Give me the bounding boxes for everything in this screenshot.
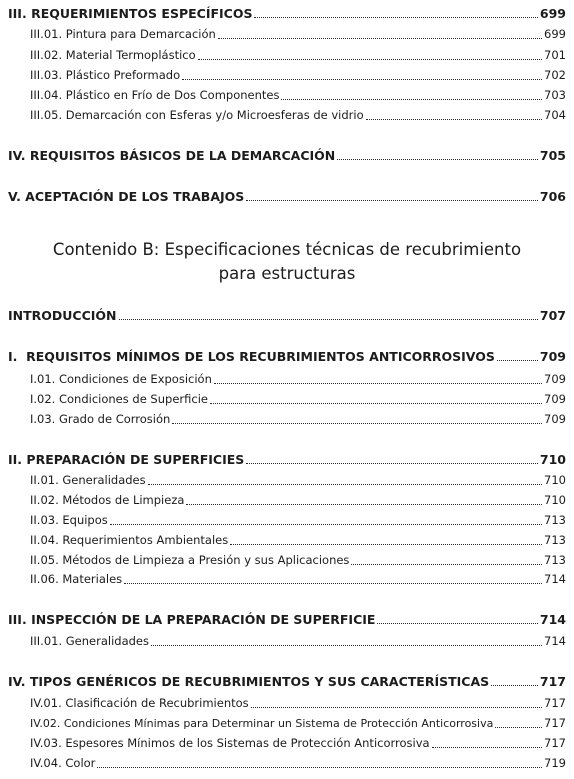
toc-page-number: 719 <box>544 756 566 770</box>
toc-heading-number: IV. <box>8 674 26 689</box>
toc-page-number: 702 <box>544 68 566 82</box>
toc-heading-label: REQUERIMIENTOS ESPECÍFICOS <box>31 6 253 21</box>
dot-leader <box>377 623 537 624</box>
content-b-title-line-1: Contenido B: Especificaciones técnicas de recubrimiento <box>52 240 522 259</box>
toc-page-number: 717 <box>544 716 566 730</box>
toc-heading-number: III. <box>8 612 27 627</box>
toc-heading-number: I. <box>8 349 18 364</box>
toc-entry-label: IV.04. Color <box>30 756 96 770</box>
toc-entry[interactable] <box>30 108 566 122</box>
toc-heading-label: REQUISITOS BÁSICOS DE LA DEMARCACIÓN <box>29 148 336 163</box>
dot-leader <box>246 200 538 201</box>
toc-page-number: 714 <box>544 634 566 648</box>
toc-entry[interactable] <box>30 493 566 507</box>
toc-page-number: 704 <box>544 108 566 122</box>
toc-heading-b-ii[interactable] <box>8 452 566 467</box>
dot-leader <box>351 564 542 565</box>
toc-entry[interactable] <box>30 634 566 648</box>
toc-page-number: 699 <box>544 27 566 41</box>
toc-heading-number: III. <box>8 6 27 21</box>
dot-leader <box>230 544 542 545</box>
toc-entry-label: I.01. Condiciones de Exposición <box>30 372 212 386</box>
toc-entry-label: III.05. Demarcación con Esferas y/o Microesferas de vidrio <box>30 108 364 122</box>
toc-entry[interactable] <box>30 553 566 567</box>
toc-heading-label: INSPECCIÓN DE LA PREPARACIÓN DE SUPERFICIE <box>31 612 376 627</box>
toc-page-number: 709 <box>544 412 566 426</box>
toc-entry[interactable] <box>30 473 566 487</box>
toc-entry-label: IV.02. Condiciones Mínimas para Determinar un Sistema de Protección Anticorrosiva <box>30 717 494 730</box>
dot-leader <box>214 383 542 384</box>
dot-leader <box>97 767 542 768</box>
toc-page-number: 705 <box>539 148 566 163</box>
dot-leader <box>246 463 538 464</box>
dot-leader <box>198 59 542 60</box>
toc-page-number: 710 <box>539 452 566 467</box>
toc-entry[interactable] <box>30 572 566 586</box>
toc-entry[interactable] <box>30 68 566 82</box>
toc-entry-label: IV.01. Clasificación de Recubrimientos <box>30 696 249 710</box>
toc-entry[interactable] <box>30 533 566 547</box>
toc-heading-number: II. <box>8 452 23 467</box>
dot-leader <box>491 685 538 686</box>
dot-leader <box>124 583 542 584</box>
dot-leader <box>251 707 542 708</box>
toc-page-number: 709 <box>544 392 566 406</box>
toc-entry-label: II.05. Métodos de Limpieza a Presión y sus Aplicaciones <box>30 553 350 567</box>
toc-page-number: 710 <box>544 473 566 487</box>
toc-page-number: 714 <box>544 572 566 586</box>
dot-leader <box>148 484 542 485</box>
toc-entry[interactable] <box>30 756 566 770</box>
dot-leader <box>254 17 537 18</box>
toc-page-number: 703 <box>544 88 566 102</box>
dot-leader <box>432 747 542 748</box>
toc-entry[interactable] <box>30 412 566 426</box>
toc-heading-label: REQUISITOS MÍNIMOS DE LOS RECUBRIMIENTOS ANTICORROSIVOS <box>26 349 495 364</box>
toc-entry-label: I.03. Grado de Corrosión <box>30 412 171 426</box>
toc-entry-label: III.01. Generalidades <box>30 634 150 648</box>
dot-leader <box>218 38 542 39</box>
toc-heading-b-iv[interactable] <box>8 674 566 689</box>
toc-page-number: 717 <box>544 736 566 750</box>
toc-heading-label: ACEPTACIÓN DE LOS TRABAJOS <box>25 189 245 204</box>
toc-entry-label: III.02. Material Termoplástico <box>30 48 196 62</box>
toc-entry-label: II.01. Generalidades <box>30 473 146 487</box>
dot-leader <box>497 360 538 361</box>
toc-entry-label: III.04. Plástico en Frío de Dos Componentes <box>30 88 280 102</box>
toc-heading-label: TIPOS GENÉRICOS DE RECUBRIMIENTOS Y SUS CARACTERÍSTICAS <box>29 674 490 689</box>
toc-heading-v[interactable] <box>8 189 566 204</box>
dot-leader <box>186 504 542 505</box>
toc-entry[interactable] <box>30 48 566 62</box>
dot-leader <box>495 727 542 728</box>
toc-page-number: 707 <box>539 308 566 323</box>
toc-page-number: 717 <box>539 674 566 689</box>
toc-page-number: 713 <box>544 533 566 547</box>
dot-leader <box>210 403 542 404</box>
toc-heading-b-iii[interactable] <box>8 612 566 627</box>
dot-leader <box>366 119 542 120</box>
toc-heading-iii[interactable] <box>8 6 566 21</box>
toc-heading-label: INTRODUCCIÓN <box>8 308 117 323</box>
toc-entry[interactable] <box>30 372 566 386</box>
toc-entry[interactable] <box>30 696 566 710</box>
toc-entry-label: II.04. Requerimientos Ambientales <box>30 533 229 547</box>
toc-heading-iv[interactable] <box>8 148 566 163</box>
toc-entry-label: IV.03. Espesores Mínimos de los Sistemas de Protección Anticorrosiva <box>30 736 430 750</box>
toc-entry-label: II.03. Equipos <box>30 513 108 527</box>
toc-entry-label: III.01. Pintura para Demarcación <box>30 27 216 41</box>
toc-entry-label: II.02. Métodos de Limpieza <box>30 493 185 507</box>
toc-entry[interactable] <box>30 716 566 730</box>
dot-leader <box>281 99 542 100</box>
toc-page-number: 709 <box>539 349 566 364</box>
dot-leader <box>172 423 542 424</box>
dot-leader <box>337 159 538 160</box>
toc-page-number: 701 <box>544 48 566 62</box>
toc-page-number: 706 <box>539 189 566 204</box>
toc-heading-label: PREPARACIÓN DE SUPERFICIES <box>26 452 245 467</box>
toc-entry[interactable] <box>30 27 566 41</box>
toc-entry-label: III.03. Plástico Preformado <box>30 68 181 82</box>
toc-entry[interactable] <box>30 88 566 102</box>
toc-heading-b-i[interactable] <box>8 349 566 364</box>
toc-heading-number: IV. <box>8 148 26 163</box>
toc-page-number: 710 <box>544 493 566 507</box>
toc-page-number: 713 <box>544 513 566 527</box>
toc-heading-introduccion[interactable] <box>8 308 566 323</box>
toc-entry[interactable] <box>30 392 566 406</box>
dot-leader <box>182 79 542 80</box>
toc-heading-number: V. <box>8 189 21 204</box>
toc-page-number: 714 <box>539 612 566 627</box>
toc-page-number: 709 <box>544 372 566 386</box>
dot-leader <box>119 319 538 320</box>
toc-entry[interactable] <box>30 736 566 750</box>
dot-leader <box>151 645 542 646</box>
toc-entry-label: II.06. Materiales <box>30 572 123 586</box>
toc-entry-label: I.02. Condiciones de Superficie <box>30 392 208 406</box>
toc-page-number: 699 <box>539 6 566 21</box>
toc-entry[interactable] <box>30 513 566 527</box>
content-b-title-line-2: para estructuras <box>218 264 356 283</box>
dot-leader <box>110 524 542 525</box>
toc-page-number: 717 <box>544 696 566 710</box>
toc-page-number: 713 <box>544 553 566 567</box>
